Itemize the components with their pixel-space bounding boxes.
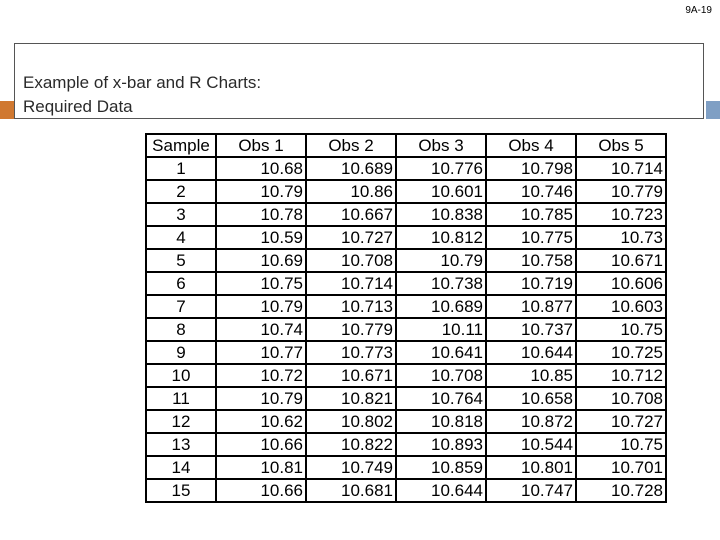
observation-cell: 10.689 [396, 295, 486, 318]
observation-cell: 10.773 [306, 341, 396, 364]
observation-cell: 10.785 [486, 203, 576, 226]
observation-cell: 10.877 [486, 295, 576, 318]
sample-cell: 6 [146, 272, 216, 295]
observation-cell: 10.74 [216, 318, 306, 341]
table-row [146, 226, 666, 249]
observation-cell: 10.66 [216, 479, 306, 502]
observation-cell: 10.79 [216, 180, 306, 203]
observation-cell: 10.85 [486, 364, 576, 387]
table-row [146, 479, 666, 502]
header-obs-1: Obs 1 [216, 134, 306, 157]
sample-cell: 10 [146, 364, 216, 387]
observation-cell: 10.723 [576, 203, 666, 226]
sample-cell: 14 [146, 456, 216, 479]
observation-cell: 10.725 [576, 341, 666, 364]
observation-table [145, 133, 667, 503]
observation-cell: 10.544 [486, 433, 576, 456]
observation-cell: 10.747 [486, 479, 576, 502]
table-row [146, 157, 666, 180]
observation-cell: 10.69 [216, 249, 306, 272]
observation-cell: 10.68 [216, 157, 306, 180]
table-row [146, 456, 666, 479]
table-row [146, 203, 666, 226]
observation-cell: 10.737 [486, 318, 576, 341]
observation-cell: 10.689 [306, 157, 396, 180]
observation-cell: 10.714 [576, 157, 666, 180]
observation-cell: 10.681 [306, 479, 396, 502]
observation-cell: 10.893 [396, 433, 486, 456]
observation-cell: 10.66 [216, 433, 306, 456]
header-obs-4: Obs 4 [486, 134, 576, 157]
accent-bar-right [706, 101, 720, 119]
observation-cell: 10.667 [306, 203, 396, 226]
observation-cell: 10.75 [576, 433, 666, 456]
observation-cell: 10.738 [396, 272, 486, 295]
table-row [146, 295, 666, 318]
observation-cell: 10.62 [216, 410, 306, 433]
table-row [146, 180, 666, 203]
table-body [146, 157, 666, 502]
observation-cell: 10.77 [216, 341, 306, 364]
observation-cell: 10.79 [216, 295, 306, 318]
table-row [146, 433, 666, 456]
observation-cell: 10.59 [216, 226, 306, 249]
table-row [146, 410, 666, 433]
slide-title-line-1: Example of x-bar and R Charts: [23, 73, 262, 92]
observation-cell: 10.727 [306, 226, 396, 249]
header-obs-3: Obs 3 [396, 134, 486, 157]
table-row [146, 364, 666, 387]
observation-cell: 10.764 [396, 387, 486, 410]
observation-cell: 10.712 [576, 364, 666, 387]
table-row [146, 341, 666, 364]
observation-cell: 10.606 [576, 272, 666, 295]
observation-cell: 10.601 [396, 180, 486, 203]
observation-cell: 10.644 [486, 341, 576, 364]
sample-cell: 5 [146, 249, 216, 272]
observation-cell: 10.822 [306, 433, 396, 456]
observation-cell: 10.818 [396, 410, 486, 433]
slide-title-box [14, 43, 704, 119]
observation-cell: 10.776 [396, 157, 486, 180]
observation-cell: 10.713 [306, 295, 396, 318]
observation-cell: 10.838 [396, 203, 486, 226]
sample-cell: 11 [146, 387, 216, 410]
observation-cell: 10.81 [216, 456, 306, 479]
table-row [146, 387, 666, 410]
observation-cell: 10.821 [306, 387, 396, 410]
observation-cell: 10.644 [396, 479, 486, 502]
observation-cell: 10.859 [396, 456, 486, 479]
observation-cell: 10.79 [216, 387, 306, 410]
sample-cell: 1 [146, 157, 216, 180]
observation-cell: 10.708 [306, 249, 396, 272]
slide-title [23, 71, 261, 119]
sample-cell: 7 [146, 295, 216, 318]
observation-cell: 10.75 [216, 272, 306, 295]
observation-cell: 10.671 [576, 249, 666, 272]
observation-cell: 10.719 [486, 272, 576, 295]
observation-cell: 10.749 [306, 456, 396, 479]
observation-cell: 10.658 [486, 387, 576, 410]
observation-cell: 10.78 [216, 203, 306, 226]
observation-cell: 10.775 [486, 226, 576, 249]
sample-cell: 2 [146, 180, 216, 203]
observation-cell: 10.708 [576, 387, 666, 410]
observation-cell: 10.701 [576, 456, 666, 479]
sample-cell: 8 [146, 318, 216, 341]
table-row [146, 318, 666, 341]
observation-cell: 10.728 [576, 479, 666, 502]
table-row [146, 272, 666, 295]
slide-title-line-2: Required Data [23, 97, 133, 116]
observation-cell: 10.801 [486, 456, 576, 479]
observation-cell: 10.758 [486, 249, 576, 272]
observation-cell: 10.72 [216, 364, 306, 387]
observation-cell: 10.708 [396, 364, 486, 387]
page-number: 9A-19 [685, 5, 712, 16]
observation-cell: 10.802 [306, 410, 396, 433]
observation-cell: 10.812 [396, 226, 486, 249]
observation-cell: 10.75 [576, 318, 666, 341]
observation-cell: 10.746 [486, 180, 576, 203]
observation-cell: 10.641 [396, 341, 486, 364]
header-sample: Sample [146, 134, 216, 157]
observation-cell: 10.714 [306, 272, 396, 295]
header-obs-2: Obs 2 [306, 134, 396, 157]
observation-cell: 10.671 [306, 364, 396, 387]
observation-cell: 10.79 [396, 249, 486, 272]
observation-cell: 10.779 [306, 318, 396, 341]
accent-bar-left [0, 101, 14, 119]
observation-cell: 10.86 [306, 180, 396, 203]
table-header-row [146, 134, 666, 157]
table-row [146, 249, 666, 272]
sample-cell: 13 [146, 433, 216, 456]
sample-cell: 9 [146, 341, 216, 364]
observation-cell: 10.73 [576, 226, 666, 249]
header-obs-5: Obs 5 [576, 134, 666, 157]
sample-cell: 4 [146, 226, 216, 249]
sample-cell: 12 [146, 410, 216, 433]
observation-cell: 10.872 [486, 410, 576, 433]
observation-cell: 10.11 [396, 318, 486, 341]
observation-cell: 10.727 [576, 410, 666, 433]
data-table-container [145, 133, 667, 503]
observation-cell: 10.779 [576, 180, 666, 203]
sample-cell: 15 [146, 479, 216, 502]
observation-cell: 10.798 [486, 157, 576, 180]
sample-cell: 3 [146, 203, 216, 226]
observation-cell: 10.603 [576, 295, 666, 318]
